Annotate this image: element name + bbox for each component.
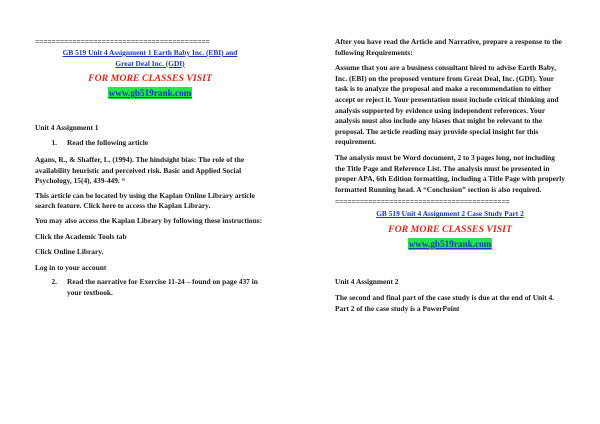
assignment-1-title-line1[interactable]: GB 519 Unit 4 Assignment 1 Earth Baby Inc. (EBI) and (62, 48, 238, 57)
citation: Agans, R., & Shaffer, L. (1994). The hindsight bias: The role of the availability heuristic and perceived risk. Basic and Applied Social Psychology, 15(4), 439-449. “ (35, 154, 245, 186)
promo-text: FOR MORE CLASSES VISIT (88, 73, 212, 85)
promo-text: FOR MORE CLASSES VISIT (388, 223, 512, 235)
instruction-academic-tools: Click the Academic Tools tab (35, 231, 127, 241)
access-paragraph: This article can be located by using the Kaplan Online Library article search feature. Click here to access the Kaplan Library. (35, 190, 255, 211)
format-paragraph: The analysis must be Word document, 2 to 3 pages long, not including the Title Page and Reference List. The analysis must be presented in proper APA, 6th Edition formatting, including a Title Page with properly formatted Running head. A “Conclusion” section is also required. (335, 152, 565, 194)
site-link[interactable]: www.gb519rank.com (408, 238, 492, 249)
divider-rule: ========================================== (35, 37, 210, 46)
final-paragraph: The second and final part of the case study is due at the end of Unit 4. Part 2 of the case study is a PowerPoint (335, 293, 555, 313)
site-link[interactable]: www.gb519rank.com (108, 88, 192, 99)
step-text: Read the narrative for Exercise 11-24 – found on page 437 in your textbook. (67, 277, 258, 297)
right-column (335, 0, 565, 314)
step-number: 1. (51, 138, 57, 148)
instruction-online-library: Click Online Library. (35, 247, 104, 257)
intro-paragraph: After you have read the Article and Narrative, prepare a response to the following Requirements: (335, 37, 562, 57)
step-number: 2. (51, 277, 57, 287)
step-2 (35, 277, 265, 298)
access-alt-paragraph: You may also access the Kaplan Library by following these instructions: (35, 215, 263, 225)
unit-heading: Unit 4 Assignment 2 (335, 276, 399, 286)
right-page (300, 0, 600, 424)
divider-rule: ========================================== (335, 197, 510, 207)
step-1 (35, 138, 265, 149)
task-paragraph: Assume that you are a business consultant hired to advise Earth Baby, Inc. (EBI) on the proposed venture from Great Deal, Inc. (GDI). Your task is to analyze the proposal and make a recommendation to either accept or reject it. Your presentation must include critical thinking and analysis supported by evidence using independent references. Your analysis must also include any biases that might be relevant to the proposal. The article reading may provide special insight for this requirement. (335, 63, 559, 147)
step-text: Read the following article (67, 138, 149, 148)
left-column (35, 0, 265, 299)
unit-heading: Unit 4 Assignment 1 (35, 122, 99, 132)
assignment-1-title-line2[interactable]: Great Deal Inc. (GDI) (115, 58, 185, 68)
instruction-login: Log in to your account (35, 262, 107, 272)
assignment-2-title[interactable]: GB 519 Unit 4 Assignment 2 Case Study Part 2 (376, 209, 524, 219)
